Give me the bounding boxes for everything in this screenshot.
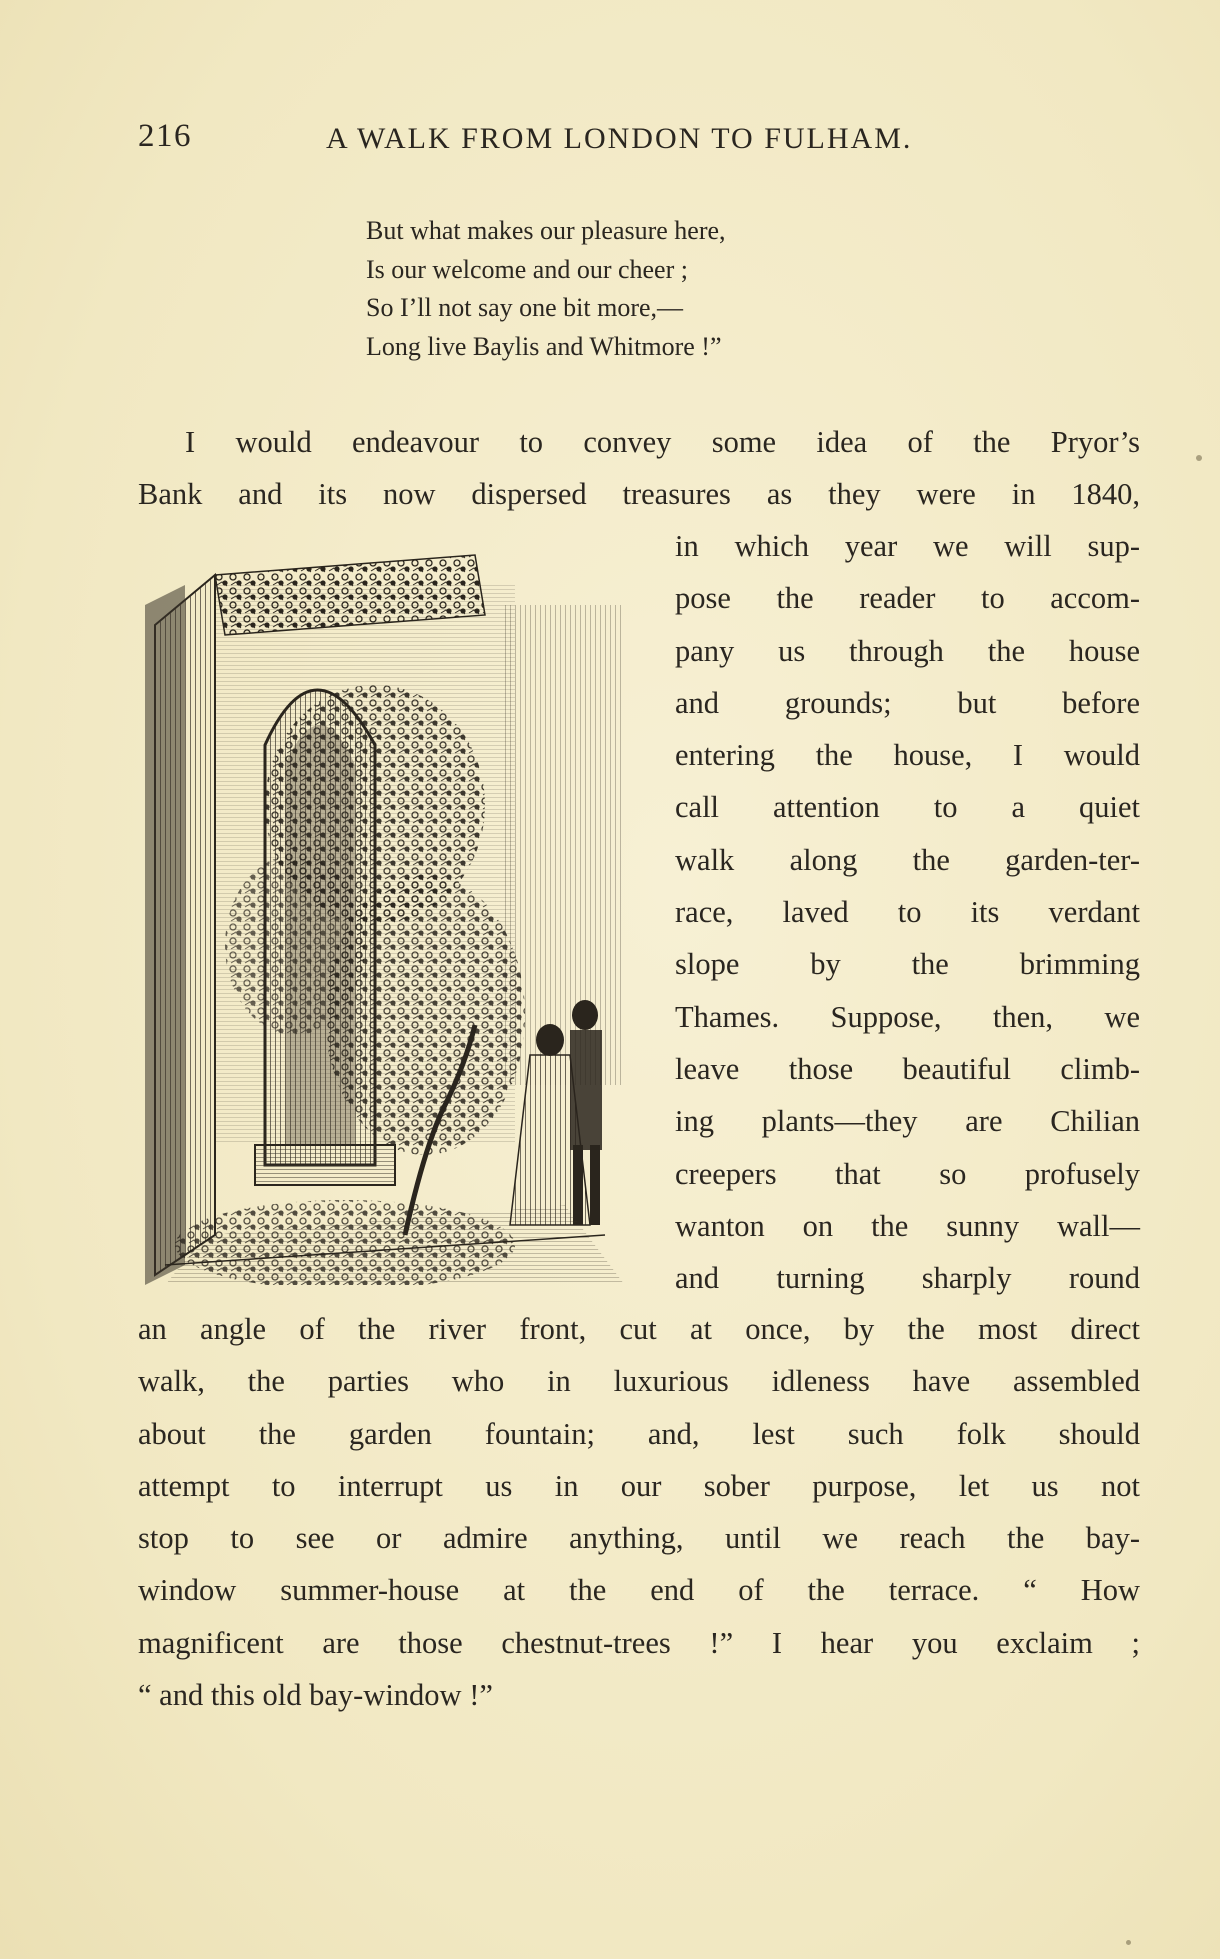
- text-line: I would endeavour to convey some idea of the Pryor’s: [185, 425, 1140, 459]
- text-line: stop to see or admire anything, until we reach the bay-: [138, 1521, 1140, 1556]
- paragraph-continued: [138, 1303, 1140, 1721]
- text-line: “ and this old bay-window !”: [138, 1678, 493, 1713]
- verse-line: Is our welcome and our cheer ;: [366, 254, 688, 284]
- paragraph-intro: [138, 416, 1140, 521]
- paragraph-beside-illustration: [675, 520, 1140, 1304]
- text-line: ing plants—they are Chilian: [675, 1104, 1140, 1139]
- verse-line: Long live Baylis and Whitmore !”: [366, 331, 722, 361]
- paper-speck: [1126, 1940, 1131, 1945]
- text-line: Thames. Suppose, then, we: [675, 999, 1140, 1034]
- text-line: leave those beautiful climb-: [675, 1051, 1140, 1086]
- verse-line: So I’ll not say one bit more,—: [366, 293, 684, 322]
- gothic-window-engraving-icon: [145, 545, 645, 1285]
- text-line: call attention to a quiet: [675, 790, 1140, 825]
- text-line: and grounds; but before: [675, 685, 1140, 720]
- text-line: pose the reader to accom-: [675, 581, 1140, 616]
- running-title: A WALK FROM LONDON TO FULHAM.: [326, 122, 913, 155]
- text-line: attempt to interrupt us in our sober purpose, let us not: [138, 1468, 1140, 1503]
- text-line: Bank and its now dispersed treasures as they were in 1840,: [138, 477, 1140, 512]
- text-line: walk, the parties who in luxurious idleness have assembled: [138, 1364, 1140, 1399]
- text-line: race, laved to its verdant: [675, 895, 1140, 930]
- verse-block: [366, 212, 926, 366]
- text-line: slope by the brimming: [675, 947, 1140, 982]
- text-line: entering the house, I would: [675, 738, 1140, 773]
- paper-speck: [1196, 455, 1202, 461]
- text-line: walk along the garden-ter-: [675, 842, 1140, 877]
- text-line: wanton on the sunny wall—: [675, 1208, 1140, 1243]
- page-header: [138, 118, 1148, 166]
- text-line: about the garden fountain; and, lest such folk should: [138, 1416, 1140, 1451]
- text-line: in which year we will sup-: [675, 529, 1140, 563]
- page-number: 216: [138, 118, 192, 154]
- text-line: and turning sharply round: [675, 1261, 1140, 1296]
- verse-line: But what makes our pleasure here,: [366, 216, 726, 245]
- text-line: window summer-house at the end of the terrace. “ How: [138, 1573, 1140, 1608]
- engraving-illustration: [145, 545, 645, 1285]
- text-line: creepers that so profusely: [675, 1156, 1140, 1191]
- text-line: an angle of the river front, cut at once, by the most direct: [138, 1312, 1140, 1346]
- text-line: pany us through the house: [675, 633, 1140, 668]
- text-line: magnificent are those chestnut-trees !” I hear you exclaim ;: [138, 1625, 1140, 1660]
